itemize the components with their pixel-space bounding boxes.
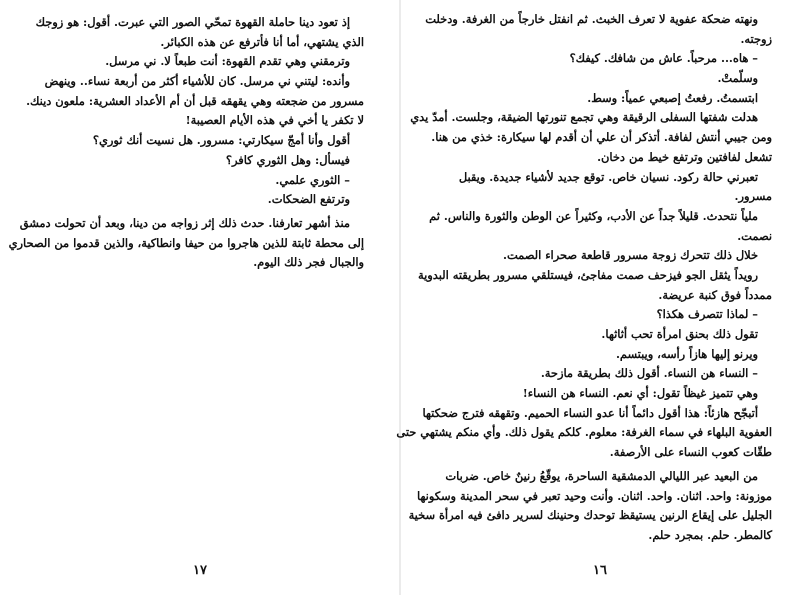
text-line: وترتفع الضحكات. xyxy=(267,192,350,207)
text-line: هدلت شفتها السفلى الرقيقة وهي تجمع تنورتها الضيقة، وجلست. أمدّ يدي xyxy=(410,110,758,125)
text-line: رويداً يثقل الجو فيزحف صمت مفاجئ، فيستلقي مسرور بطريقته البدوية xyxy=(417,267,758,282)
text-line: العفوية البلهاء في سماء الغرفة: معلوم. كلكم يقول ذلك. وأي منكم يشتهي حتى xyxy=(396,425,772,440)
right-page-text xyxy=(396,10,772,546)
text-line: زوجته. xyxy=(740,31,772,46)
text-line: تعبرني حالة ركود. نسيان خاص. توقع جديد لأشياء جديدة. ويقبل xyxy=(458,169,758,184)
text-line: وسلّمتْ. xyxy=(717,71,758,86)
text-line: أتبجّح هازئاً: هذا أقول دائماً أنا عدو النساء الحميم. وتقهقه فترج ضحكتها xyxy=(422,405,758,420)
text-line: – النساء هن النساء. أقول ذلك بطريقة مازحة. xyxy=(540,366,758,381)
page-number: ١٧ xyxy=(193,563,207,578)
text-line: تقول ذلك بحنق امرأة تحب أثاثها. xyxy=(601,327,758,341)
text-line: منذ أشهر تعارفنا. حدث ذلك إثر زواجه من دينا، وبعد أن تحولت دمشق xyxy=(19,215,350,230)
text-line: نصمت. xyxy=(737,228,772,243)
text-line: ويرنو إليها هازاً رأسه، ويبتسم. xyxy=(615,346,758,361)
text-line: الذي يشتهي، أما أنا فأترفع عن هذه الكبائر. xyxy=(160,34,364,49)
text-line: طقّات كعوب النساء على الأرصفة. xyxy=(609,445,772,460)
text-line: ومن جيبي أنتش لفافة. أتذكر أن علي أن أقدم لها سيكارة: خذي من هنا. xyxy=(431,130,772,145)
text-line: مسرور. xyxy=(734,189,772,204)
text-line: ملياً نتحدث. قليلاً جداً عن الأدب، وكثيراً عن الوطن والثورة والناس. ثم xyxy=(429,208,758,223)
right-page xyxy=(396,0,800,595)
text-line: ونهته ضحكة عفوية لا تعرف الخبث. ثم انفتل خارجاً من الغرفة. ودخلت xyxy=(425,12,758,26)
text-line: تشعل لفافتين وترتفع خيط من دخان. xyxy=(597,149,772,164)
text-line: ابتسمتُ. رفعتُ إصبعي عمياً: وسط. xyxy=(587,90,758,105)
text-line: – هاه... مرحباً. عاش من شافك. كيفك؟ xyxy=(569,51,758,66)
text-line: أقول وأنا أمجّ سيكارتي: مسرور. هل نسيت أنك ثوري؟ xyxy=(92,133,350,148)
text-line: كالمطر. حلم. بمجرد حلم. xyxy=(648,527,772,542)
text-line: ممدداً فوق كنبة عريضة. xyxy=(658,287,772,302)
text-line: فيسأل: وهل الثوري كافر؟ xyxy=(225,152,350,167)
left-page-text xyxy=(8,13,364,273)
text-line: – لماذا تتصرف هكذا؟ xyxy=(656,307,758,322)
text-line: – الثوري علمي. xyxy=(275,172,350,187)
text-line: لا تكفر يا أخي في هذه الأيام العصيبة! xyxy=(185,113,364,128)
text-line: مسرور من ضجعته وهي يقهقه قبل أن أم الأعداد العشرية: ملعون دينك. xyxy=(26,93,364,108)
text-line: الجليل على إيقاع الرنين يستيقظ توحدك وحنينك لسرير دافئ فيه امرأة سخية xyxy=(408,508,772,523)
text-line: وأنده: ليتني ني مرسل. كان للأشياء أكثر من أربعة نساء.. وينهض xyxy=(44,74,350,89)
text-line: إذ تعود دينا حاملة القهوة تمحّي الصور التي عبرت. أقول: هو زوجك xyxy=(35,15,350,29)
text-line: وترمقني وهي تقدم القهوة: أنت طبعاً لا. ني مرسل. xyxy=(105,54,350,69)
text-line: إلى محطة ثابتة للذين هاجروا من حيفا وانطاكية، والذين قدموا من الصحاري xyxy=(8,235,364,250)
text-line: والجبال فجر ذلك اليوم. xyxy=(253,255,364,270)
text-line: خلال ذلك تتحرك زوجة مسرور قاطعة صحراء الصمت. xyxy=(502,248,758,263)
text-line: وهي تتميز غيظاً تقول: أي نعم. النساء هن النساء! xyxy=(522,386,758,401)
text-line: موزونة: واحد. اثنان. واحد. اثنان. وأنت وحيد تعبر في سحر المدينة وسكونها xyxy=(416,488,772,503)
page-number: ١٦ xyxy=(593,563,607,578)
text-line: من البعيد عبر الليالي الدمشقية الساحرة، يوقّعُ رنينٌ خاص. ضربات xyxy=(445,468,758,483)
